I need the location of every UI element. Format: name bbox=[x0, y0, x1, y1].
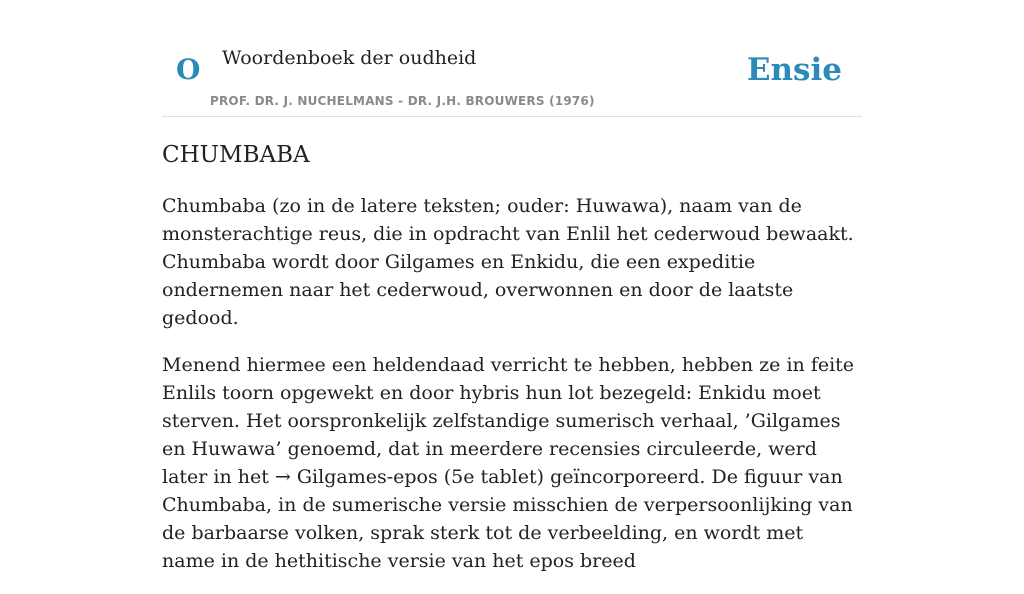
article-paragraph-2: Menend hiermee een heldendaad verricht te hebben, hebben ze in feite Enlils toorn opgewekt en door hybris hun lot bezegeld: Enkidu moet sterven. Het oorspronkelijk zelfstandige sumerisch verhaal, ’Gilgames en Huwawa’ genoemd, dat in meerdere recensies circuleerde, werd later in het → Gilgames-epos (5e tablet) geïncorporeerd. De figuur van Chumbaba, in de sumerische versie misschien de verpersoonlijking van de barbaarse volken, sprak sterk tot de verbeelding, en wordt met name in de hethitische versie van het epos breed bbox=[162, 354, 855, 572]
page bbox=[162, 0, 862, 572]
book-title-link[interactable]: Woordenboek der oudheid bbox=[222, 47, 477, 69]
letter-index-link[interactable]: O bbox=[176, 53, 201, 86]
article-body bbox=[162, 192, 862, 594]
article-paragraph-1: Chumbaba (zo in de latere teksten; ouder: Huwawa), naam van de monsterachtige reus, die in opdracht van Enlil het cederwoud bewaakt. Chumbaba wordt door Gilgames en Enkidu, die een expeditie ondernemen naar het cederwoud, overwonnen en door de laatste gedood. bbox=[162, 195, 854, 329]
ensie-logo-link[interactable]: Ensie bbox=[746, 52, 842, 88]
header bbox=[162, 0, 862, 117]
page-title: CHUMBABA bbox=[162, 142, 310, 168]
authors-line: PROF. DR. J. NUCHELMANS - DR. J.H. BROUWERS (1976) bbox=[210, 94, 595, 108]
